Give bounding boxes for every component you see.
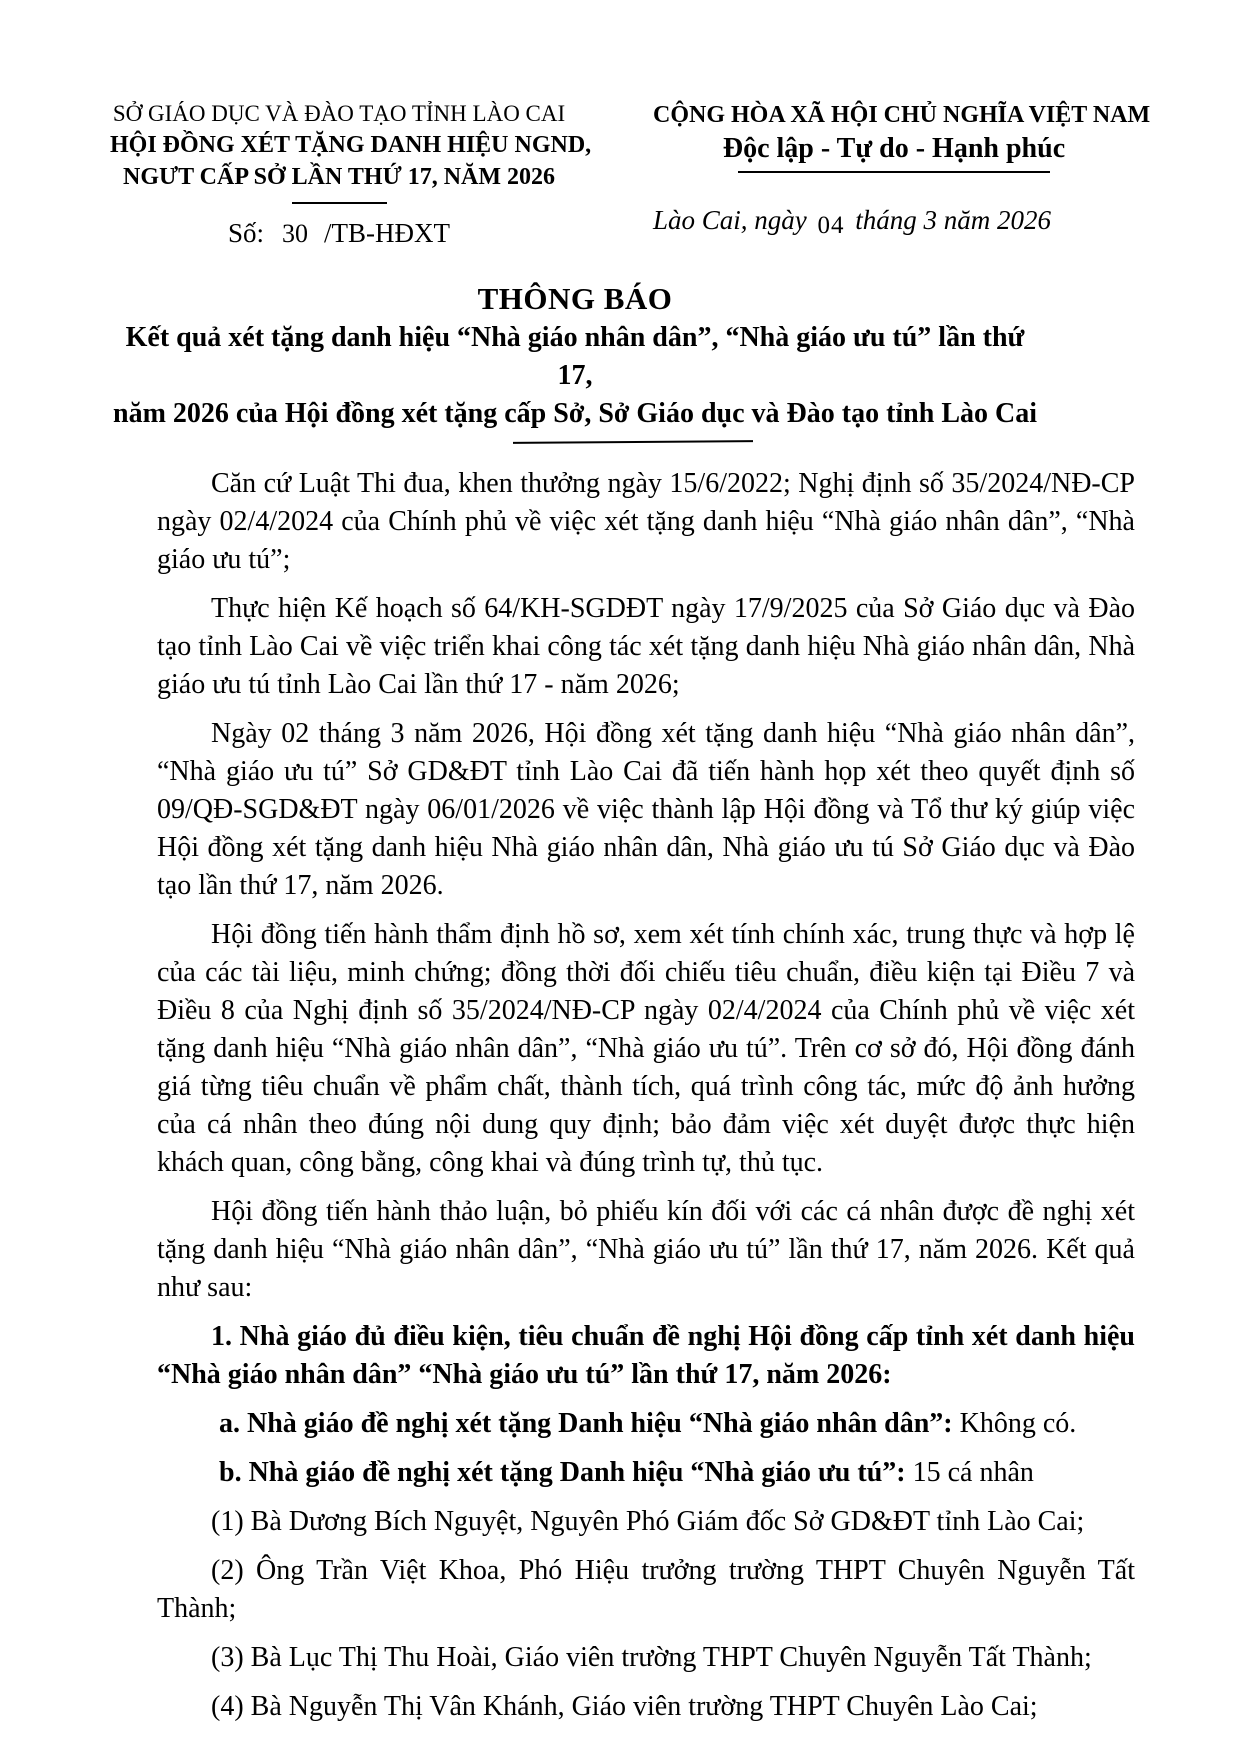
title-separator-rule bbox=[513, 440, 753, 444]
item-a-result: Không có. bbox=[952, 1408, 1077, 1439]
paragraph-voting: Hội đồng tiến hành thảo luận, bỏ phiếu kín đối với các cá nhân được đề nghị xét tặng danh hiệu “Nhà giáo nhân dân”, “Nhà giáo ưu tú” lần thứ 17, năm 2026. Kết quả như sau: bbox=[157, 1196, 1135, 1303]
document-subtitle-line1: Kết quả xét tặng danh hiệu “Nhà giáo nhân dân”, “Nhà giáo ưu tú” lần thứ 17, bbox=[125, 322, 1025, 391]
document-number-value: 30 bbox=[282, 219, 309, 248]
council-name-line2: NGƯT CẤP SỞ LẦN THỨ 17, NĂM 2026 bbox=[122, 164, 556, 190]
paragraph-meeting: Ngày 02 tháng 3 năm 2026, Hội đồng xét tặng danh hiệu “Nhà giáo nhân dân”, “Nhà giáo ưu tú” Sở GD&ĐT tỉnh Lào Cai đã tiến hành họp xét theo quyết định số 09/QĐ-SGD&ĐT ngày 06/01/2026 về việc thành lập Hội đồng và Tổ thư ký giúp việc Hội đồng xét tặng danh hiệu Nhà giáo nhân dân, Nhà giáo ưu tú Sở Giáo dục và Đào tạo lần thứ 17, năm 2026. bbox=[157, 718, 1135, 901]
council-name-line1: HỘI ĐỒNG XÉT TẶNG DANH HIỆU NGND, bbox=[110, 132, 592, 158]
title-block bbox=[110, 279, 1040, 443]
place-date-line bbox=[653, 205, 1135, 239]
document-header bbox=[110, 98, 1151, 249]
document-number-suffix: /TB-HĐXT bbox=[324, 218, 450, 248]
document-subtitle-line2: năm 2026 của Hội đồng xét tặng cấp Sở, Sở Giáo dục và Đào tạo tỉnh Lào Cai bbox=[113, 398, 1037, 429]
document-body bbox=[157, 465, 1135, 1726]
national-name: CỘNG HÒA XÃ HỘI CHỦ NGHĨA VIỆT NAM bbox=[653, 102, 1151, 128]
item-a-label: a. Nhà giáo đề nghị xét tặng Danh hiệu “Nhà giáo nhân dân”: bbox=[219, 1408, 953, 1439]
item-b-label: b. Nhà giáo đề nghị xét tặng Danh hiệu “Nhà giáo ưu tú”: bbox=[219, 1457, 906, 1488]
paragraph-legal-basis: Căn cứ Luật Thi đua, khen thưởng ngày 15/6/2022; Nghị định số 35/2024/NĐ-CP ngày 02/4/2024 của Chính phủ về việc xét tặng danh hiệu “Nhà giáo nhân dân”, “Nhà giáo ưu tú”; bbox=[157, 468, 1135, 575]
document-title: THÔNG BÁO bbox=[477, 281, 673, 316]
issuing-org-block bbox=[110, 98, 592, 249]
teacher-list-item: (3) Bà Lục Thị Thu Hoài, Giáo viên trường THPT Chuyên Nguyễn Tất Thành; bbox=[211, 1642, 1092, 1673]
org-name: SỞ GIÁO DỤC VÀ ĐÀO TẠO TỈNH LÀO CAI bbox=[112, 101, 566, 126]
date-prefix: Lào Cai, ngày bbox=[653, 205, 807, 235]
paragraph-plan: Thực hiện Kế hoạch số 64/KH-SGDĐT ngày 17/9/2025 của Sở Giáo dục và Đào tạo tỉnh Lào Cai về việc triển khai công tác xét tặng danh hiệu Nhà giáo nhân dân, Nhà giáo ưu tú tỉnh Lào Cai lần thứ 17 - năm 2026; bbox=[157, 593, 1135, 700]
item-b-line bbox=[157, 1454, 1135, 1492]
teacher-list-item: (2) Ông Trần Việt Khoa, Phó Hiệu trưởng trường THPT Chuyên Nguyễn Tất Thành; bbox=[157, 1555, 1135, 1624]
document-number-label: Số: bbox=[227, 218, 265, 248]
teacher-list-item: (1) Bà Dương Bích Nguyệt, Nguyên Phó Giám đốc Sở GD&ĐT tỉnh Lào Cai; bbox=[211, 1506, 1085, 1537]
document-number-line bbox=[110, 218, 568, 249]
teacher-list-item: (4) Bà Nguyễn Thị Vân Khánh, Giáo viên trường THPT Chuyên Lào Cai; bbox=[211, 1691, 1038, 1722]
date-suffix: tháng 3 năm 2026 bbox=[855, 205, 1052, 235]
date-day-value: 04 bbox=[817, 212, 845, 239]
national-motto-block bbox=[653, 98, 1151, 239]
item-a-line bbox=[157, 1405, 1135, 1443]
motto-underline-rule bbox=[738, 171, 1050, 173]
national-motto: Độc lập - Tự do - Hạnh phúc bbox=[722, 133, 1066, 164]
item-b-result: 15 cá nhân bbox=[905, 1457, 1034, 1488]
section1-heading: 1. Nhà giáo đủ điều kiện, tiêu chuẩn đề nghị Hội đồng cấp tỉnh xét danh hiệu “Nhà giáo nhân dân” “Nhà giáo ưu tú” lần thứ 17, năm 2026: bbox=[157, 1321, 1135, 1390]
paragraph-review-process: Hội đồng tiến hành thẩm định hồ sơ, xem xét tính chính xác, trung thực và hợp lệ của các tài liệu, minh chứng; đồng thời đối chiếu tiêu chuẩn, điều kiện tại Điều 7 và Điều 8 của Nghị định số 35/2024/NĐ-CP ngày 02/4/2024 của Chính phủ về việc xét tặng danh hiệu “Nhà giáo nhân dân”, “Nhà giáo ưu tú”. Trên cơ sở đó, Hội đồng đánh giá từng tiêu chuẩn về phẩm chất, thành tích, quá trình công tác, mức độ ảnh hưởng của cá nhân theo đúng nội dung quy định; bảo đảm việc xét duyệt được thực hiện khách quan, công bằng, công khai và đúng trình tự, thủ tục. bbox=[157, 919, 1135, 1178]
org-underline-rule bbox=[292, 202, 387, 204]
